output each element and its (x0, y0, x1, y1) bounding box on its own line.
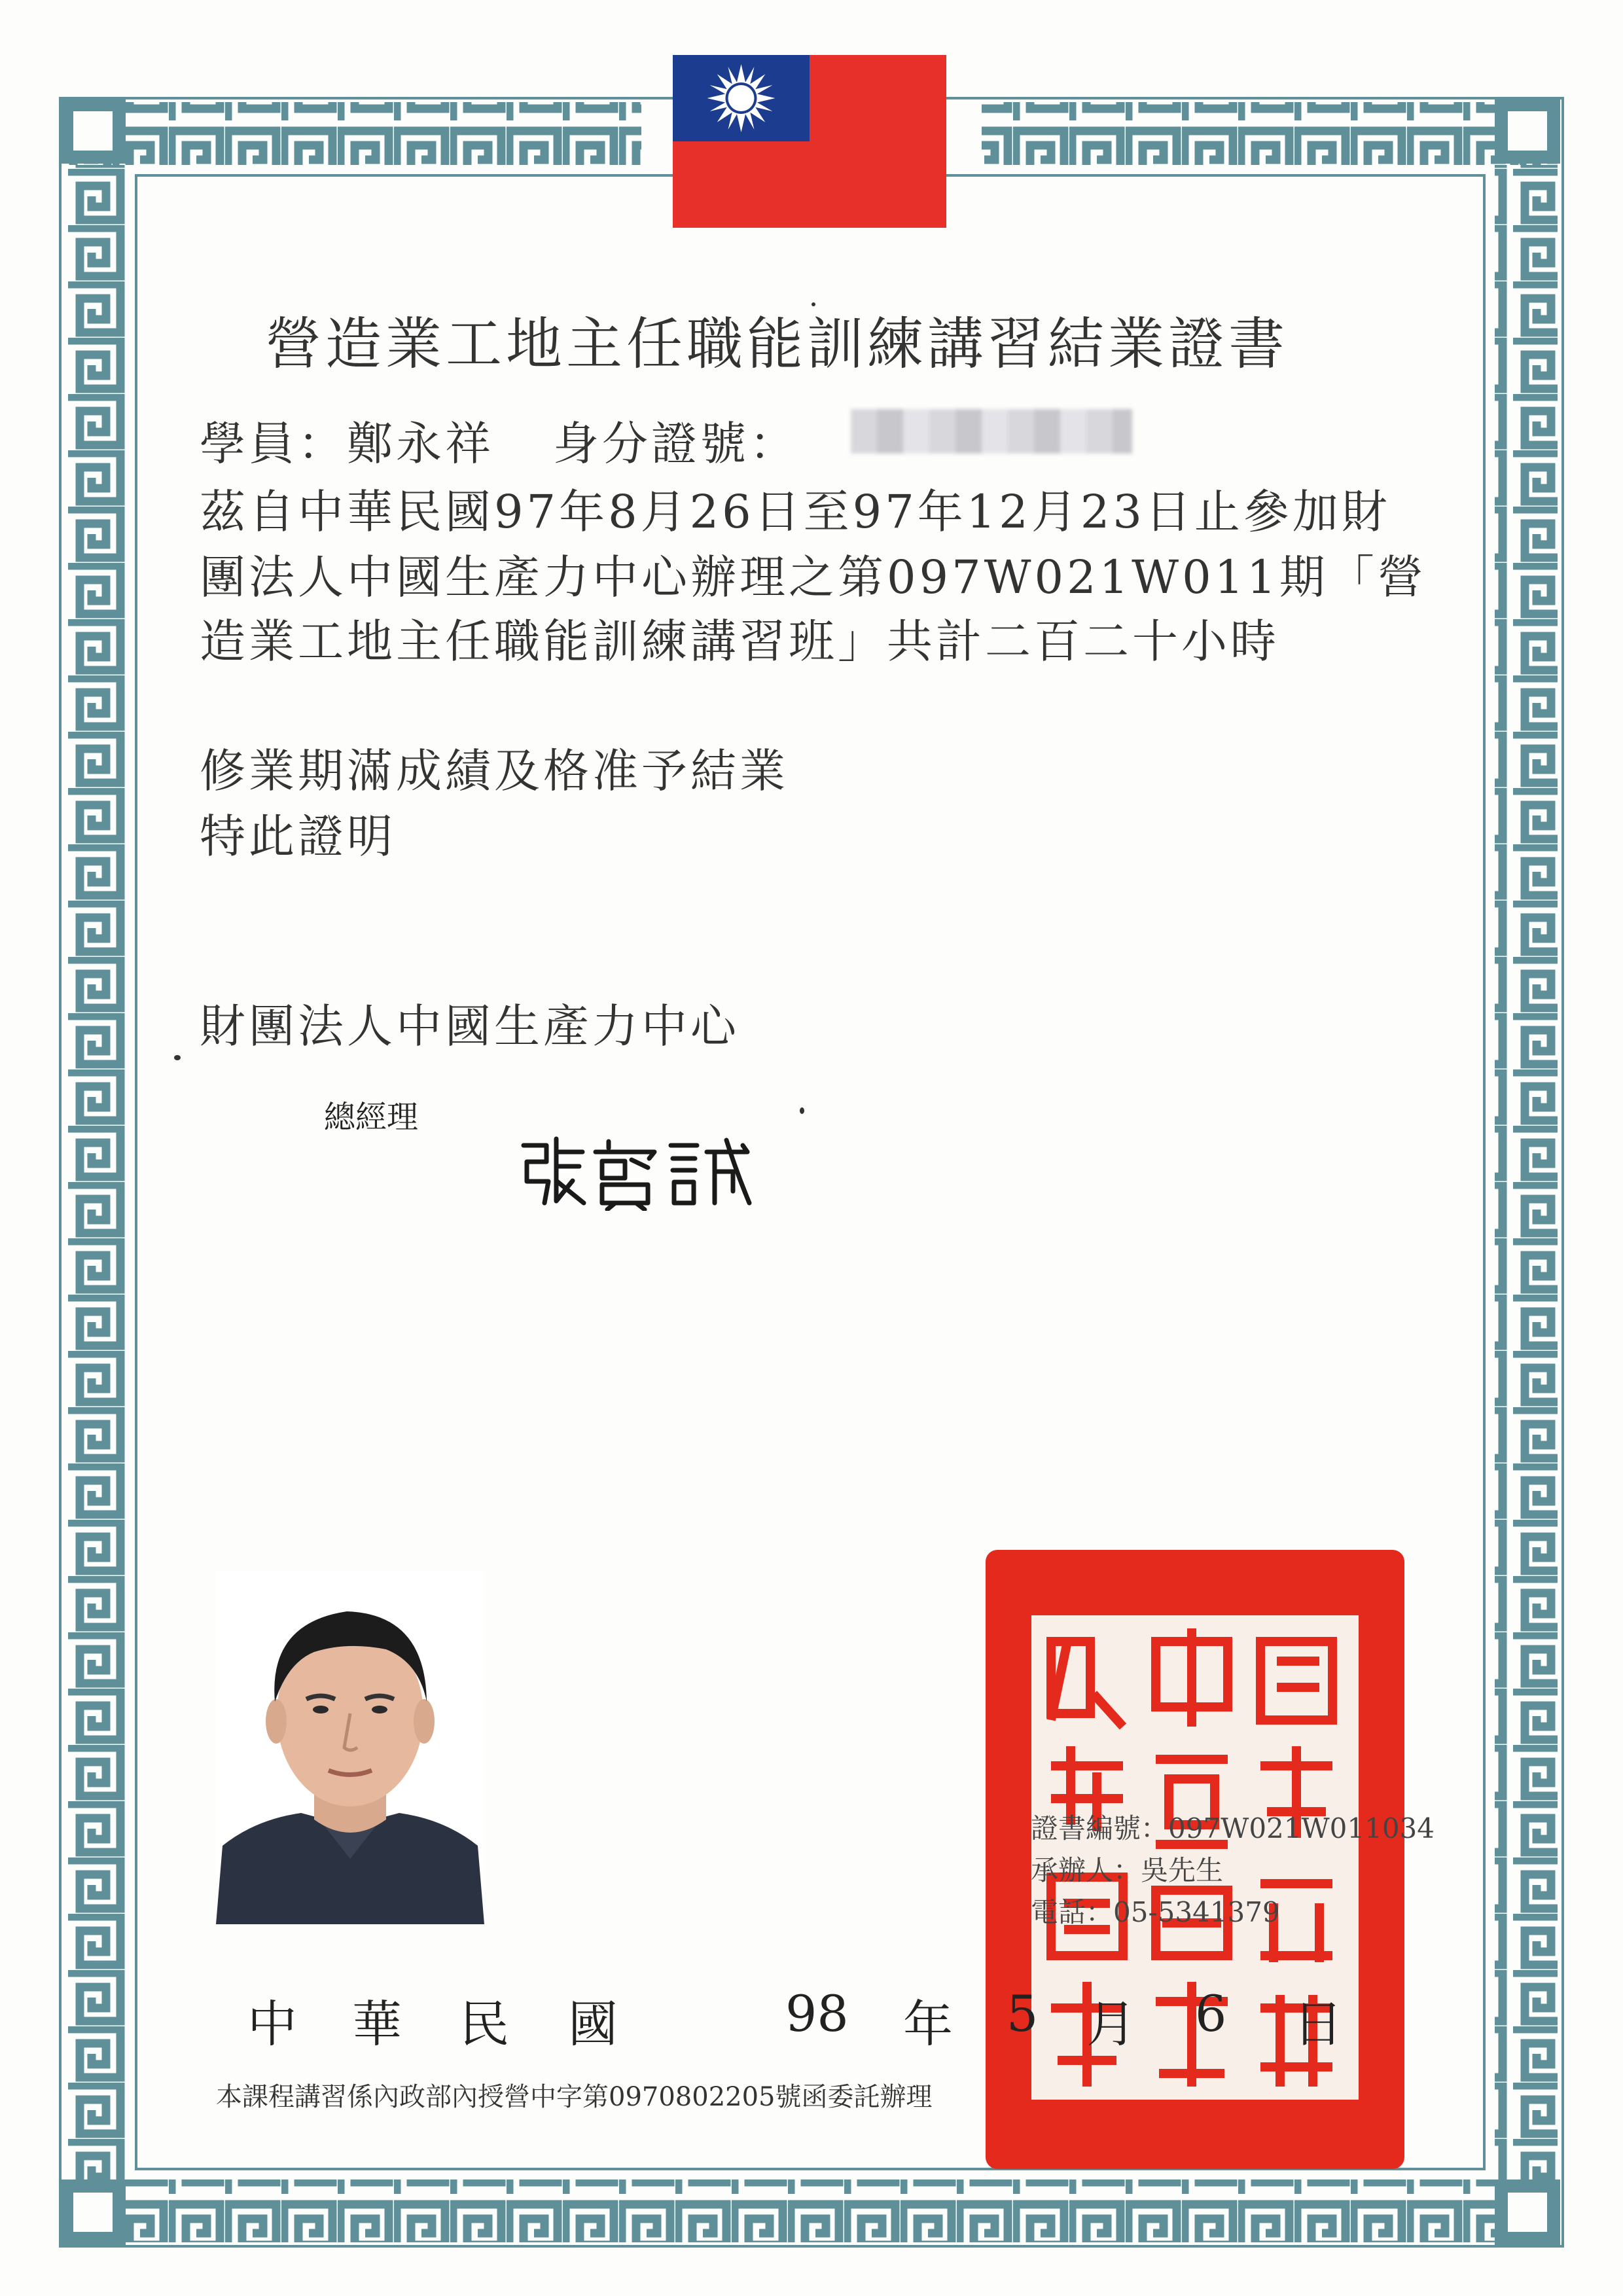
body-line-2: 團法人中國生產力中心辦理之第097W021W011期「營 (200, 550, 1427, 604)
certificate-number: 證書編號：097W021W011034 (1031, 1812, 1435, 1844)
date-month: 5 (1007, 1984, 1039, 2043)
body-line-4: 修業期滿成績及格准予結業 (200, 744, 789, 798)
student-photo (216, 1571, 484, 1924)
footnote: 本課程講習係內政部內授營中字第0970802205號函委託辦理 (216, 2082, 933, 2112)
date-year: 98 (785, 1984, 849, 2043)
date-day: 6 (1195, 1984, 1227, 2043)
contact-phone: 電話：05-5341379 (1031, 1896, 1280, 1928)
date-year-unit: 年 (903, 1995, 953, 2053)
contact-person: 承辦人：吳先生 (1031, 1854, 1224, 1886)
scan-speck (174, 1055, 181, 1060)
date-char-1: 中 (247, 1995, 297, 2053)
date-char-4: 國 (568, 1995, 618, 2053)
date-char-3: 民 (459, 1995, 509, 2053)
date-day-unit: 日 (1293, 1995, 1343, 2053)
certificate-title: 營造業工地主任職能訓練講習結業證書 (265, 312, 1289, 377)
certificate-info (1031, 1808, 1435, 1933)
student-name: 學員：鄭永祥 (200, 417, 494, 471)
redacted-id-number (851, 409, 1132, 454)
issuer-name: 財團法人中國生產力中心 (200, 999, 740, 1053)
body-line-3: 造業工地主任職能訓練講習班」共計二百二十小時 (200, 615, 1279, 668)
roc-flag-icon (673, 55, 946, 228)
date-char-2: 華 (352, 1995, 402, 2053)
body-line-1: 茲自中華民國97年8月26日至97年12月23日止參加財 (200, 485, 1391, 539)
date-month-unit: 月 (1086, 1995, 1136, 2053)
handwritten-signature (510, 1126, 759, 1211)
scan-speck (800, 1107, 804, 1114)
general-manager-label: 總經理 (324, 1099, 419, 1136)
id-number-label: 身分證號： (553, 417, 798, 471)
student-line (200, 407, 798, 473)
body-line-5: 特此證明 (200, 810, 396, 863)
scan-speck (812, 302, 815, 306)
